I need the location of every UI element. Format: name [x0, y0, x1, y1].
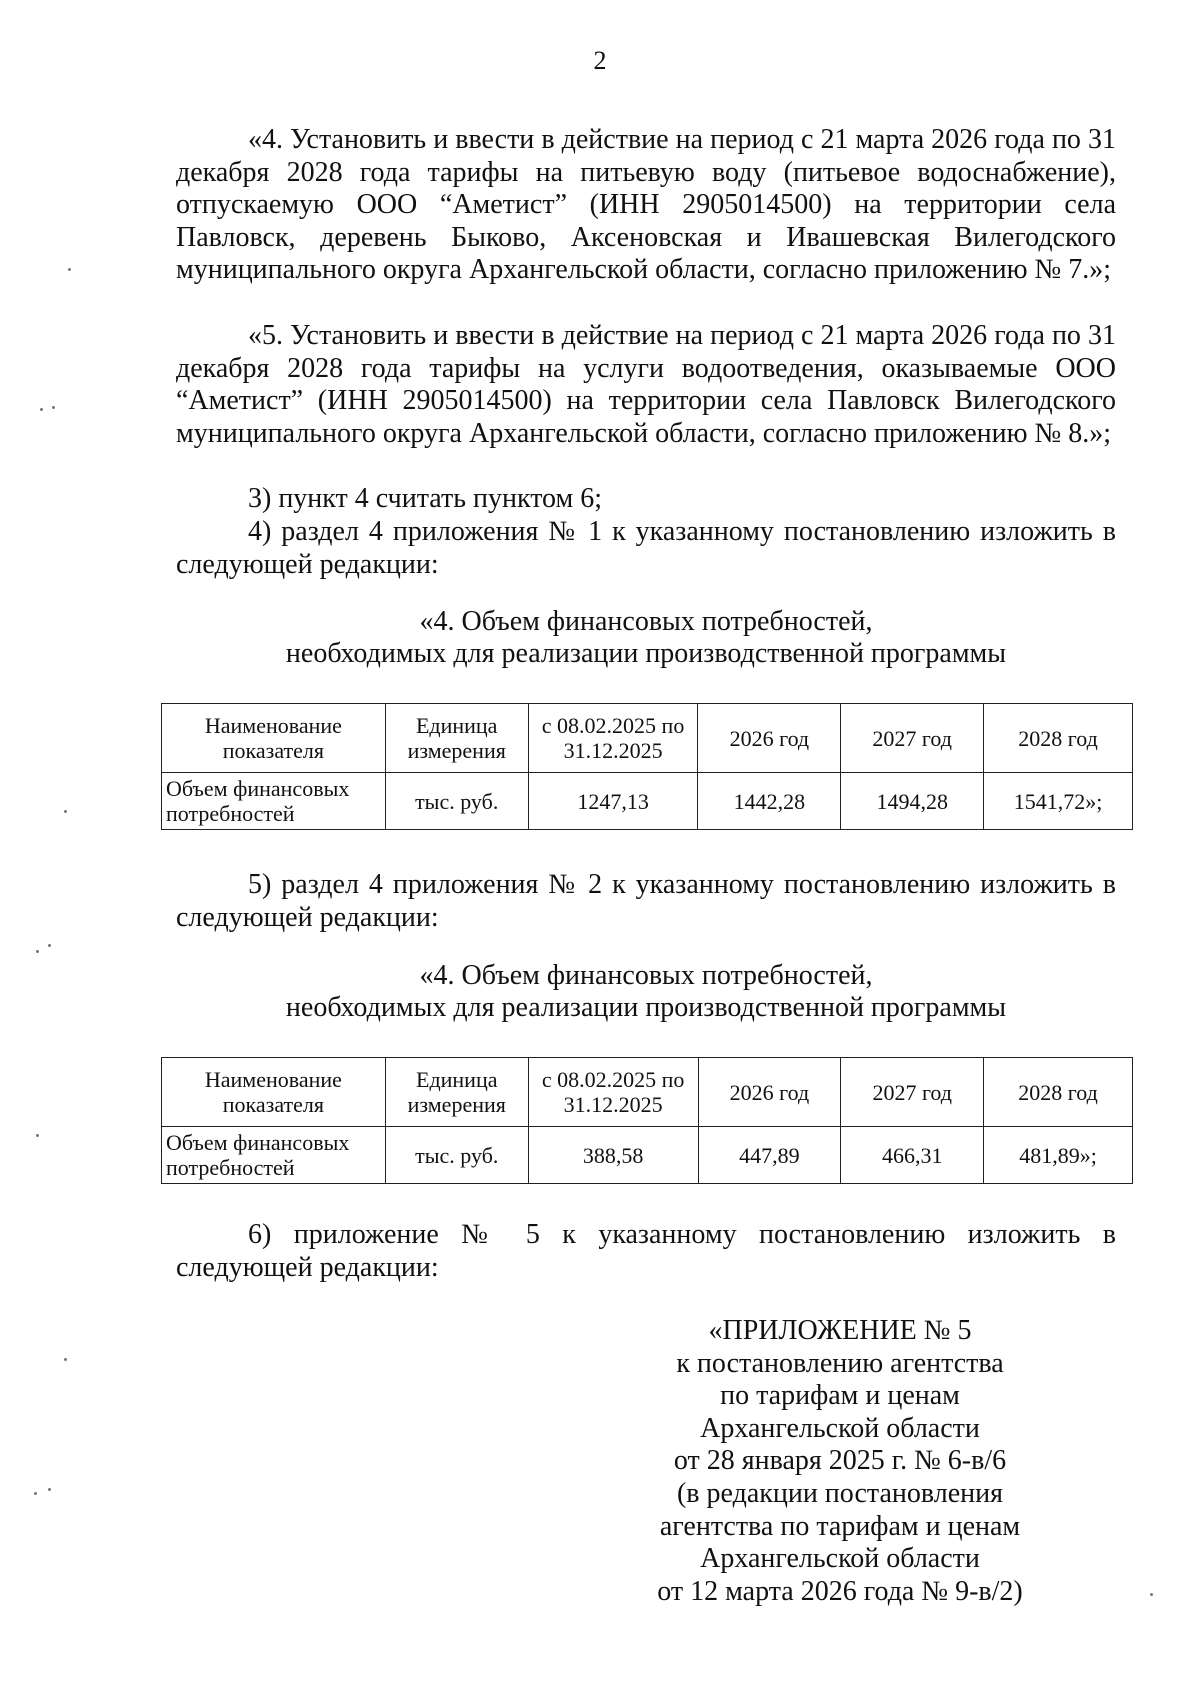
cell-2027: 466,31 — [841, 1127, 984, 1184]
appendix-line: к постановлению агентства — [676, 1347, 1004, 1379]
scan-speck — [34, 1492, 37, 1495]
scan-speck — [1150, 1593, 1153, 1596]
cell-2028: 481,89»; — [984, 1127, 1133, 1184]
cell-unit: тыс. руб. — [385, 773, 528, 830]
section-heading-line1: «4. Объем финансовых потребностей, — [419, 960, 873, 991]
paragraph-subitem-5: 5) раздел 4 приложения № 2 к указанному постановлению изложить в следующей редакции: — [176, 869, 1116, 933]
table-header-row — [162, 704, 1133, 773]
section-heading-2 — [176, 960, 1116, 1024]
header-unit: Единица измерения — [385, 704, 528, 773]
paragraph-subitem-6: 6) приложение № 5 к указанному постановлению изложить в следующей редакции: — [176, 1219, 1116, 1283]
appendix-line: (в редакции постановления — [676, 1477, 1004, 1509]
header-2028: 2028 год — [984, 704, 1133, 773]
section-heading-line2: необходимых для реализации производственной программы — [285, 638, 1007, 669]
header-period-2025: с 08.02.2025 по 31.12.2025 — [528, 704, 698, 773]
scan-speck — [36, 1134, 39, 1137]
cell-unit: тыс. руб. — [385, 1127, 528, 1184]
scan-speck — [64, 810, 67, 813]
section-heading-line1: «4. Объем финансовых потребностей, — [419, 606, 873, 637]
table-header-row — [162, 1058, 1133, 1127]
cell-period-2025: 1247,13 — [528, 773, 698, 830]
paragraph-subitem-3: 3) пункт 4 считать пунктом 6; — [248, 483, 603, 514]
section-heading-line2: необходимых для реализации производственной программы — [285, 992, 1007, 1023]
header-2026: 2026 год — [698, 1058, 841, 1127]
appendix-line: от 28 января 2025 г. № 6-в/6 — [673, 1445, 1007, 1477]
header-period-2025: с 08.02.2025 по 31.12.2025 — [528, 1058, 698, 1127]
appendix-line: Архангельской области — [700, 1543, 980, 1575]
scan-speck — [52, 406, 55, 409]
scan-speck — [40, 408, 43, 411]
cell-indicator-name: Объем финансовых потребностей — [162, 1127, 386, 1184]
cell-period-2025: 388,58 — [528, 1127, 698, 1184]
scan-speck — [68, 268, 71, 271]
cell-2028: 1541,72»; — [984, 773, 1133, 830]
appendix-title: «ПРИЛОЖЕНИЕ № 5 — [708, 1315, 972, 1346]
header-indicator-name: Наименование показателя — [162, 704, 386, 773]
paragraph-item-5: «5. Установить и ввести в действие на период с 21 марта 2026 года по 31 декабря 2028 года тарифы на услуги водоотведения, оказываемые ООО “Аметист” (ИНН 2905014500) на территории села Павловск Вилегодского муниципального округа Архангельской области, согласно приложению № 8.»; — [176, 320, 1116, 449]
header-unit: Единица измерения — [385, 1058, 528, 1127]
header-2027: 2027 год — [841, 1058, 984, 1127]
cell-indicator-name: Объем финансовых потребностей — [162, 773, 386, 830]
appendix-line: от 12 марта 2026 года № 9-в/2) — [657, 1575, 1023, 1607]
table-row — [162, 1127, 1133, 1184]
scan-speck — [48, 944, 51, 947]
scan-speck — [64, 1358, 67, 1361]
appendix-line: по тарифам и ценам — [720, 1380, 960, 1412]
paragraph-subitem-4: 4) раздел 4 приложения № 1 к указанному постановлению изложить в следующей редакции: — [176, 516, 1116, 580]
financial-needs-table-1 — [161, 703, 1133, 830]
paragraph-item-4: «4. Установить и ввести в действие на период с 21 марта 2026 года по 31 декабря 2028 года тарифы на питьевую воду (питьевое водоснабжение), отпускаемую ООО “Аметист” (ИНН 2905014500) на территории села Павловск, деревень Быково, Аксеновская и Ивашевская Вилегодского муниципального округа Архангельской области, согласно приложению № 7.»; — [176, 124, 1116, 285]
header-2027: 2027 год — [841, 704, 984, 773]
header-2028: 2028 год — [984, 1058, 1133, 1127]
cell-2026: 447,89 — [698, 1127, 841, 1184]
appendix-line: агентства по тарифам и ценам — [659, 1510, 1021, 1542]
header-2026: 2026 год — [698, 704, 841, 773]
page-number: 2 — [593, 46, 607, 75]
scan-speck — [48, 1488, 51, 1491]
scan-speck — [36, 950, 39, 953]
cell-2026: 1442,28 — [698, 773, 841, 830]
financial-needs-table-2 — [161, 1057, 1133, 1184]
header-indicator-name: Наименование показателя — [162, 1058, 386, 1127]
appendix-block — [620, 1315, 1060, 1608]
appendix-line: Архангельской области — [700, 1412, 980, 1444]
section-heading-1 — [176, 606, 1116, 670]
cell-2027: 1494,28 — [841, 773, 984, 830]
table-row — [162, 773, 1133, 830]
